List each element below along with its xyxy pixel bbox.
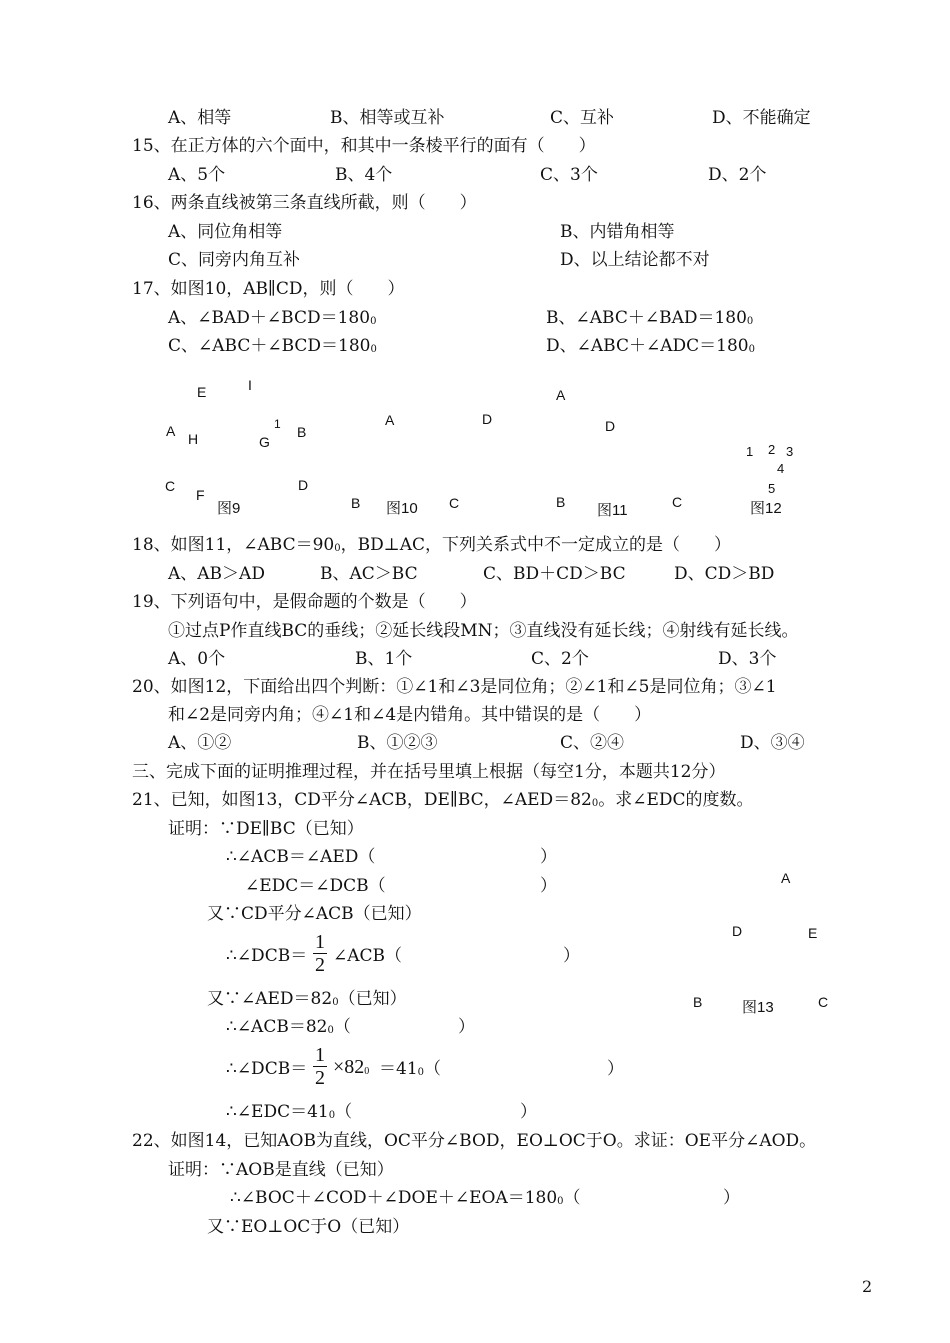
fig13-label-d: D — [732, 923, 743, 939]
fig12-label-3: 3 — [786, 444, 794, 459]
fig11-label-c: C — [672, 494, 683, 510]
q20-option-a: A、①② — [168, 733, 232, 753]
fig9-label-1: 1 — [274, 417, 281, 431]
q21-stem: 21、已知，如图13，CD平分∠ACB，DE∥BC，∠AED＝820。求∠EDC的度数。 — [132, 790, 754, 810]
q22-line3: 又∵EO⊥OC于O（已知） — [207, 1217, 410, 1237]
q21-line5-close: ） — [563, 946, 580, 966]
fig12-label-4: 4 — [777, 461, 785, 476]
q17-option-c: C、∠ABC＋∠BCD＝1800 — [168, 336, 377, 356]
fig9-caption: 图9 — [217, 500, 241, 517]
fig13-label-c: C — [818, 994, 829, 1010]
q18-option-b: B、AC＞BC — [320, 564, 418, 584]
q22-line2: ∴∠BOC＋∠COD＋∠DOE＋∠EOA＝1800（ — [230, 1188, 581, 1208]
q16-option-b: B、内错角相等 — [560, 222, 675, 242]
fig11-label-b: B — [556, 494, 566, 510]
fig9-label-e: E — [197, 384, 207, 400]
fig12-label-5: 5 — [768, 481, 776, 496]
q21-line2: ∴∠ACB＝∠AED（ — [226, 847, 376, 867]
q21-line9: ∴∠EDC＝410（ — [226, 1102, 353, 1122]
q17-stem: 17、如图10，AB∥CD，则（ ） — [132, 279, 405, 299]
q15-stem: 15、在正方体的六个面中，和其中一条棱平行的面有（ ） — [132, 136, 596, 156]
fig9-label-a: A — [166, 423, 176, 439]
fig9-label-g: G — [259, 434, 270, 450]
q15-option-d: D、2个 — [708, 165, 767, 185]
q17-option-a: A、∠BAD＋∠BCD＝1800 — [168, 308, 377, 328]
q21-line3-close: ） — [540, 876, 557, 896]
q19-option-a: A、0个 — [168, 649, 226, 669]
fig11-label-a: A — [556, 387, 566, 403]
q21-fraction-1: 1 2 — [315, 931, 325, 976]
page-number: 2 — [862, 1277, 873, 1296]
q21-line8-close: ） — [607, 1059, 624, 1079]
q15-option-b: B、4个 — [335, 165, 393, 185]
q21-line1: 证明：∵DE∥BC（已知） — [168, 819, 364, 839]
q21-line5-prefix: ∴∠DCB＝ — [226, 946, 308, 966]
fig9-label-i: I — [248, 377, 252, 393]
fig10-label-c: C — [449, 495, 460, 511]
q18-option-a: A、AB＞AD — [168, 564, 265, 584]
fig13-label-e: E — [808, 925, 818, 941]
fig10-label-d: D — [482, 411, 493, 427]
fig10-caption: 图10 — [386, 500, 418, 517]
q21-line2-close: ） — [540, 847, 557, 867]
fig13-label-b: B — [693, 994, 703, 1010]
q20-option-b: B、①②③ — [357, 733, 438, 753]
q15-option-a: A、5个 — [168, 165, 226, 185]
q21-line8-mult: ×820 — [333, 1056, 370, 1078]
fig9-label-c: C — [165, 478, 176, 494]
q17-option-b: B、∠ABC＋∠BAD＝1800 — [546, 308, 754, 328]
fig9-label-b: B — [297, 424, 307, 440]
q21-line4: 又∵CD平分∠ACB（已知） — [207, 904, 422, 924]
q15-option-c: C、3个 — [540, 165, 598, 185]
q14-option-a: A、相等 — [168, 108, 232, 128]
section-3-title: 三、完成下面的证明推理过程，并在括号里填上根据（每空1分，本题共12分） — [132, 762, 726, 782]
q22-line2-close: ） — [723, 1188, 740, 1208]
q14-option-b: B、相等或互补 — [330, 108, 445, 128]
q20-option-c: C、②④ — [560, 733, 625, 753]
q19-detail: ①过点P作直线BC的垂线；②延长线段MN；③直线没有延长线；④射线有延长线。 — [168, 621, 799, 641]
q21-line5-suffix: ∠ACB（ — [333, 946, 403, 966]
q18-stem: 18、如图11，∠ABC＝900，BD⊥AC，下列关系式中不一定成立的是（ ） — [132, 535, 732, 555]
q16-option-c: C、同旁内角互补 — [168, 250, 301, 270]
q21-line7: ∴∠ACB＝820（ — [226, 1017, 351, 1037]
fig9-label-d: D — [298, 477, 309, 493]
fig13-label-a: A — [781, 870, 791, 886]
q16-stem: 16、两条直线被第三条直线所截，则（ ） — [132, 193, 477, 213]
q21-line6: 又∵∠AED＝820（已知） — [207, 989, 407, 1009]
q17-option-d: D、∠ABC＋∠ADC＝1800 — [546, 336, 755, 356]
fig13-caption: 图13 — [742, 999, 774, 1016]
fig11-label-d: D — [605, 418, 616, 434]
q21-line3: ∠EDC＝∠DCB（ — [245, 876, 386, 896]
q21-line9-close: ） — [520, 1102, 537, 1122]
fig10-label-a: A — [385, 412, 395, 428]
fig12-label-2: 2 — [768, 442, 776, 457]
fig9-label-f: F — [196, 487, 205, 503]
q22-line1: 证明：∵AOB是直线（已知） — [168, 1160, 394, 1180]
q19-stem: 19、下列语句中，是假命题的个数是（ ） — [132, 592, 477, 612]
q18-option-d: D、CD＞BD — [674, 564, 775, 584]
fig12-caption: 图12 — [750, 500, 782, 517]
q18-option-c: C、BD＋CD＞BC — [483, 564, 626, 584]
fig11-caption: 图11 — [597, 502, 628, 519]
q22-stem: 22、如图14，已知AOB为直线，OC平分∠BOD，EO⊥OC于O。求证：OE平分∠AOD。 — [132, 1131, 817, 1151]
q19-option-b: B、1个 — [355, 649, 413, 669]
q20-option-d: D、③④ — [740, 733, 805, 753]
q16-option-a: A、同位角相等 — [168, 222, 283, 242]
fig9-label-h: H — [188, 431, 199, 447]
q14-option-c: C、互补 — [550, 108, 615, 128]
q19-option-d: D、3个 — [718, 649, 777, 669]
q21-line7-close: ） — [458, 1017, 475, 1037]
q21-fraction-2: 1 2 — [315, 1044, 325, 1089]
q20-stem-line1: 20、如图12，下面给出四个判断：①∠1和∠3是同位角；②∠1和∠5是同位角；③∠1 — [132, 677, 777, 697]
q20-stem-line2: 和∠2是同旁内角；④∠1和∠4是内错角。其中错误的是（ ） — [168, 705, 652, 725]
q21-line8-prefix: ∴∠DCB＝ — [226, 1059, 308, 1079]
q21-line8-result: ＝410（ — [379, 1059, 442, 1079]
fig10-label-b: B — [351, 495, 361, 511]
q19-option-c: C、2个 — [531, 649, 589, 669]
q14-option-d: D、不能确定 — [712, 108, 811, 128]
fig12-label-1: 1 — [746, 444, 754, 459]
q16-option-d: D、以上结论都不对 — [560, 250, 710, 270]
